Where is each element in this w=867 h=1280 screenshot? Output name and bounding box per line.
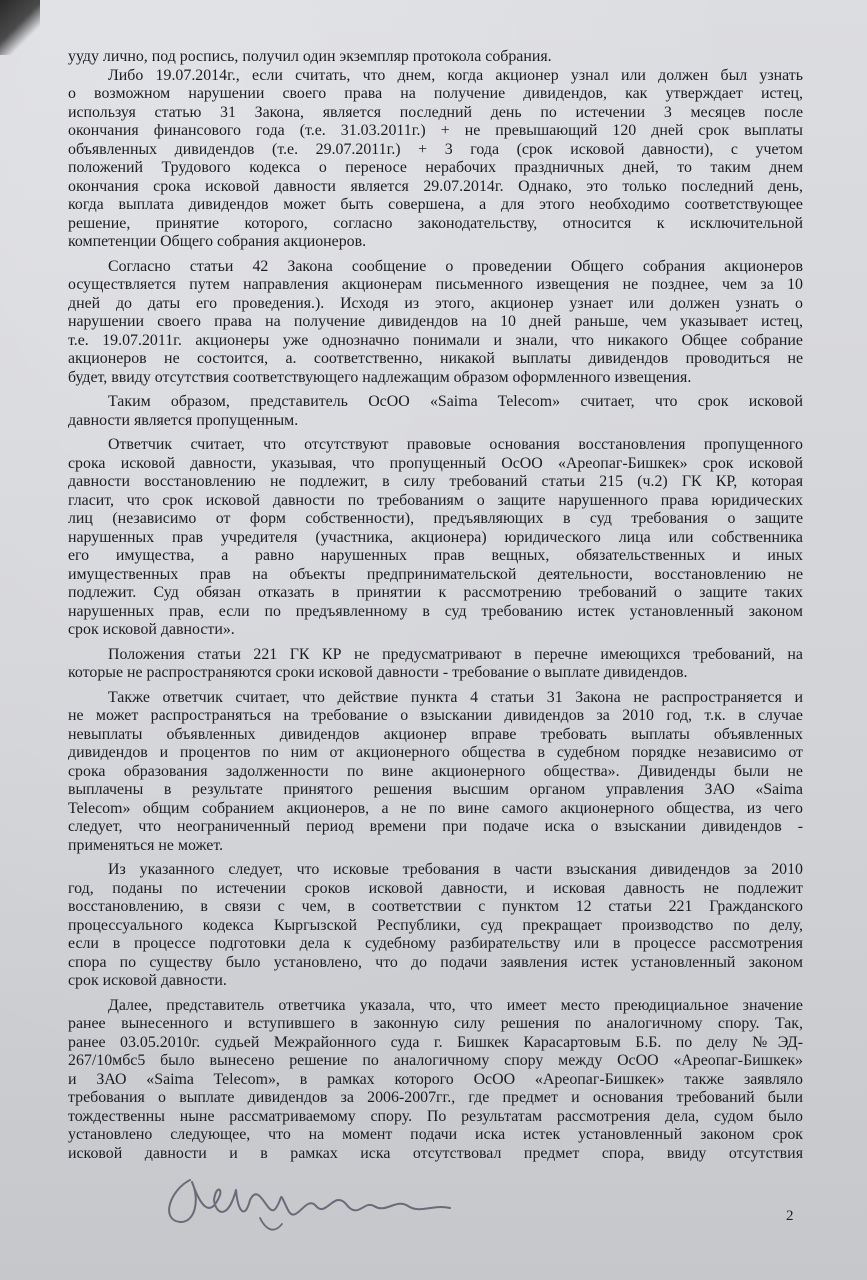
text-line: тождественны ныне рассматриваемому спору. По результатам рассмотрения дела, судом было [68,1107,803,1125]
text-line: положений Трудового кодекса о переносе нерабочих праздничных дней, то таким днем [68,159,803,176]
text-line: ранее вынесенного и вступившего в законную силу решения по аналогичному спору. Так, [68,1015,803,1032]
text-line: давности является пропущенным. [68,411,299,429]
document-body [68,48,803,1163]
text-line: если в процессе подготовки дела к судебному разбирательству или в процессе рассмотрения [68,935,803,952]
text-line: следует, что неограниченный период времени при подаче иска о взыскании дивидендов - [68,818,803,835]
text-line: осуществляется путем направления акционерам письменного извещения не позднее, чем за 10 [68,276,803,293]
text-line: срок исковой давности». [68,621,235,638]
text-line: нарушенных прав, если по предъявленному в суд требованию истек установленный законом [68,602,803,620]
text-line: исковой давности и в рамках иска отсутствовал предмет спора, ввиду отсутствия [68,1144,803,1162]
text-line: т.е. 19.07.2011г. акционеры уже однозначно понимали и знали, что никакого Общее собрание [68,331,803,349]
text-line: выплачены в результате принятого решения высшим органом управления ЗАО «Saima [68,781,803,798]
text-line: срок исковой давности. [68,972,227,989]
handwritten-signature [150,1160,480,1240]
text-line: ранее 03.05.2010г. судьей Межрайонного суда г. Бишкек Карасартовым Б.Б. по делу №ЭД- [68,1033,803,1051]
text-line: 267/10мбс5 было вынесено решение по аналогичному спору между ОсОО «Ареопаг-Бишкек» [68,1052,803,1069]
text-line: дней до даты его проведения.). Исходя из этого, акционер узнает или должен узнать о [68,294,803,312]
page-number: 2 [786,1208,794,1224]
text-line: когда выплата дивидендов может быть совершена, а для этого необходимо соответствующее [68,196,803,213]
text-line: которые не распространяются сроки исковой давности - требование о выплате дивидендов. [68,664,688,681]
text-line: объявленных дивидендов (т.е. 29.07.2011г.) + 3 года (срок исковой давности), с учетом [68,140,803,158]
text-line: окончания финансового года (т.е. 31.03.2011г.) + не превышающий 120 дней срок выплаты [68,122,803,139]
text-line: не может распространяться на требование о взыскании дивидендов за 2010 год, т.к. в случае [68,707,803,724]
text-line: Ответчик считает, что отсутствуют правовые основания восстановления пропущенного [108,436,803,453]
text-line: гласит, что срок исковой давности по требованиям о защите нарушенного права юридических [68,491,803,509]
text-line: процессуального кодекса Кыргызской Республики, суд прекращает производство по делу, [68,916,803,934]
text-line: нарушении своего права на получение дивидендов на 10 дней раньше, чем указывает истец, [68,313,803,330]
text-line: акционеров не состоится, а. соответственно, никакой выплаты дивидендов проводиться не [68,350,803,367]
text-line: имущественных прав на объекты предпринимательской деятельности, восстановлению не [68,565,803,583]
text-line: Из указанного следует, что исковые требования в части взыскания дивидендов за 2010 [108,861,803,878]
text-line: Также ответчик считает, что действие пункта 4 статьи 31 Закона не распространяется и [108,688,803,706]
text-line: его имущества, а равно нарушенных прав вещных, обязательственных и иных [68,547,803,564]
text-line: Таким образом, представитель ОсОО «Saima Telecom» считает, что срок исковой [108,393,803,410]
text-line: Telecom» общим собранием акционеров, а не по вине самого акционерного общества, из чего [68,799,803,817]
text-line: восстановлению, в связи с чем, в соответствии с пунктом 12 статьи 221 Гражданского [68,898,803,915]
text-line: решение, принятие которого, согласно законодательству, относится к исключительной [68,214,803,232]
text-line: Далее, представитель ответчика указала, что, что имеет место преюдициальное значение [108,996,803,1014]
text-line: используя статью 31 Закона, является последний день по истечении 3 месяцев после [68,103,803,121]
text-line: окончания срока исковой давности является 29.07.2014г. Однако, это только последний день, [68,177,803,195]
text-line: применяться не может. [68,836,224,854]
page-corner-shadow [0,0,40,55]
text-line: нарушенных прав учредителя (участника, акционера) юридического лица или собственника [68,528,803,546]
text-line: срока исковой давности, указывая, что пропущенный ОсОО «Ареопаг-Бишкек» срок исковой [68,454,803,472]
text-line: год, поданы по истечении сроков исковой давности, и исковая давность не подлежит [68,879,803,897]
text-line: требования о выплате дивидендов за 2006-2007гг., где предмет и основания требований были [68,1089,803,1106]
text-line: срока образования задолженности по вине акционерного общества». Дивиденды были не [68,762,803,780]
text-line: давности восстановлению не подлежит, в силу требований статьи 215 (ч.2) ГК КР, которая [68,473,803,490]
text-line: Согласно статьи 42 Закона сообщение о проведении Общего собрания акционеров [108,257,803,275]
text-line: невыплаты объявленных дивидендов акционер вправе требовать выплаты объявленных [68,725,803,743]
text-line: подлежит. Суд обязан отказать в принятии к рассмотрению требований о защите таких [68,584,803,601]
text-line: установлено следующее, что на момент подачи иска истек установленный законом срок [68,1126,803,1143]
text-line: Положения статьи 221 ГК КР не предусматривают в перечне имеющихся требований, на [108,645,803,663]
text-line: спора по существу было установлено, что до подачи заявления истек установленный законом [68,953,803,971]
text-line: лиц (независимо от форм собственности), предъявляющих в суд требования о защите [68,510,803,527]
text-line: и ЗАО «Saima Telecom», в рамках которого ОсОО «Ареопаг-Бишкек» также заявляло [68,1070,803,1088]
text-line: о возможном нарушении своего права на получение дивидендов, как утверждает истец, [68,85,803,102]
text-line: ууду лично, под роспись, получил один экземпляр протокола собрания. [68,48,552,65]
text-line: Либо 19.07.2014г., если считать, что днем, когда акционер узнал или должен был узнать [108,66,803,84]
text-line: компетенции Общего собрания акционеров. [68,233,367,250]
text-line: будет, ввиду отсутствия соответствующего надлежащим образом оформленного извещения. [68,368,692,386]
text-line: дивидендов и процентов по ним от акционерного общества в судебном порядке независимо от [68,744,803,761]
